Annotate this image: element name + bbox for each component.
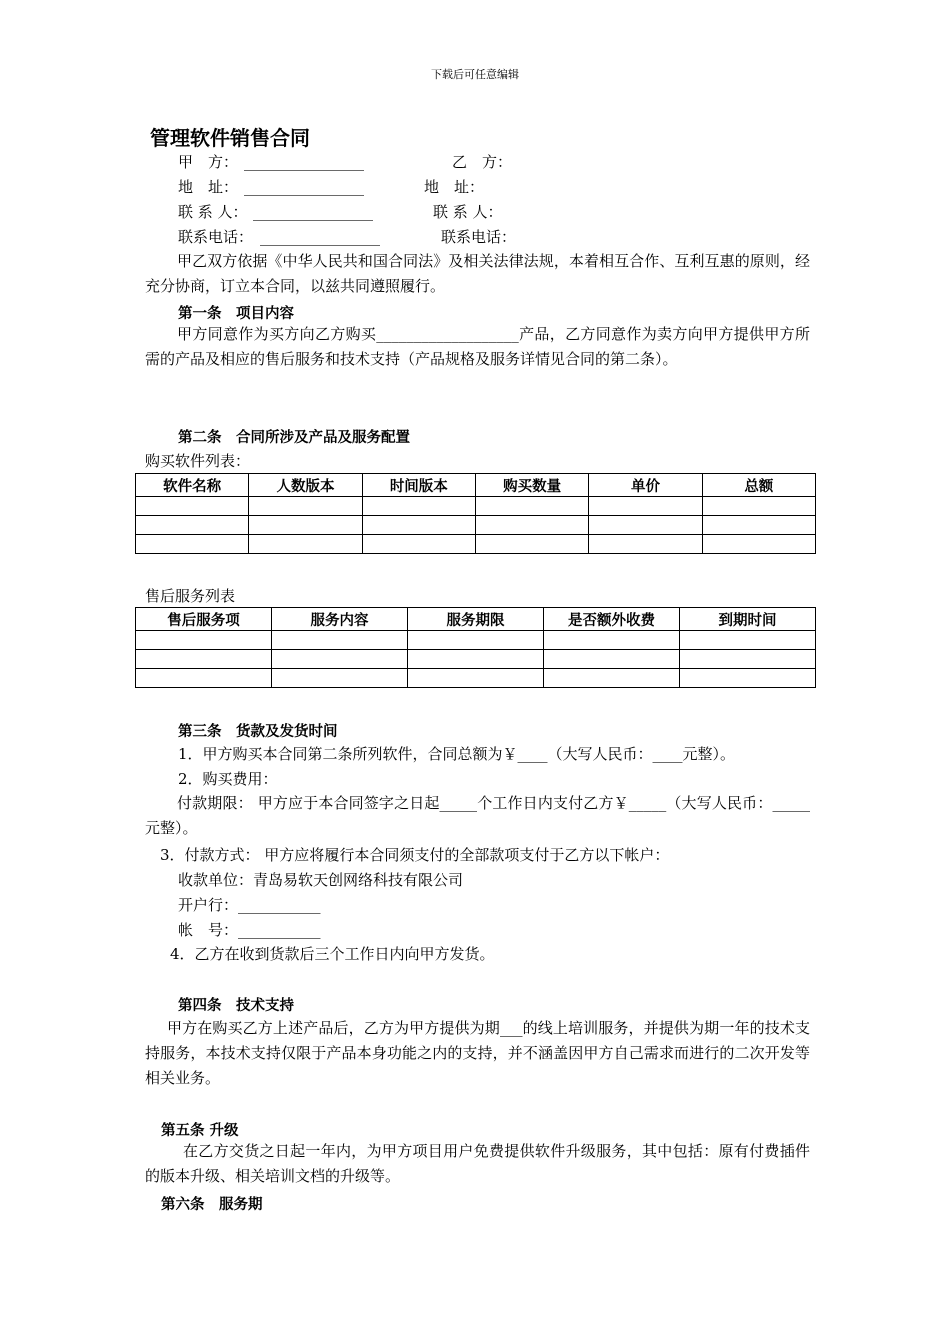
contact-a-label: 联 系 人：: [178, 203, 248, 221]
col-service-content: 服务内容: [272, 608, 408, 631]
table-row: [136, 631, 816, 650]
table-cell[interactable]: [475, 516, 588, 535]
address-a-blank[interactable]: ________________: [244, 178, 364, 196]
col-total: 总额: [702, 474, 815, 497]
table-cell[interactable]: [408, 669, 544, 688]
table-header-row: [136, 474, 816, 497]
table-cell[interactable]: [272, 631, 408, 650]
col-unit-price: 单价: [589, 474, 702, 497]
table-cell[interactable]: [702, 535, 815, 554]
phone-b-label: 联系电话：: [441, 228, 517, 246]
service-table: [135, 607, 816, 688]
address-a-label: 地 址：: [178, 178, 239, 196]
contact-b-label: 联 系 人：: [433, 203, 503, 221]
col-extra-charge: 是否额外收费: [544, 608, 680, 631]
table-cell[interactable]: [136, 669, 272, 688]
party-a-blank[interactable]: ________________: [244, 153, 364, 171]
table-cell[interactable]: [136, 497, 249, 516]
table-cell[interactable]: [362, 497, 475, 516]
address-b-label: 地 址：: [424, 178, 485, 196]
table-row: [136, 516, 816, 535]
table-row: [136, 650, 816, 669]
section-2-heading: 第二条 合同所涉及产品及服务配置: [178, 430, 410, 446]
table-cell[interactable]: [136, 516, 249, 535]
section-6-heading: 第六条 服务期: [161, 1197, 263, 1213]
table-row: [136, 497, 816, 516]
section-1-heading: 第一条 项目内容: [178, 306, 294, 322]
table-cell[interactable]: [249, 516, 362, 535]
account-line: 帐 号：___________: [178, 921, 321, 939]
payee-line: 收款单位：青岛易软天创网络科技有限公司: [178, 871, 464, 889]
phone-a-label: 联系电话：: [178, 228, 254, 246]
table-row: [136, 669, 816, 688]
table-cell[interactable]: [544, 669, 680, 688]
table-cell[interactable]: [544, 631, 680, 650]
table-row: [136, 535, 816, 554]
section-3-item-3: 3．付款方式： 甲方应将履行本合同须支付的全部款项支付于乙方以下帐户：: [160, 846, 670, 864]
table-cell[interactable]: [272, 669, 408, 688]
document-title: 管理软件销售合同: [150, 126, 310, 150]
table-cell[interactable]: [362, 535, 475, 554]
section-3-item-2: 2．购买费用：: [178, 770, 278, 788]
section-4-heading: 第四条 技术支持: [178, 998, 294, 1014]
table-cell[interactable]: [475, 535, 588, 554]
col-service-period: 服务期限: [408, 608, 544, 631]
table-cell[interactable]: [249, 497, 362, 516]
table-cell[interactable]: [589, 535, 702, 554]
section-3-item-1: 1．甲方购买本合同第二条所列软件，合同总额为￥____（大写人民币：____元整）。: [178, 745, 736, 763]
col-time-edition: 时间版本: [362, 474, 475, 497]
payment-term: 付款期限： 甲方应于本合同签字之日起_____个工作日内支付乙方￥_____（大写人民币：_____元整）。: [145, 794, 810, 837]
table-cell[interactable]: [702, 516, 815, 535]
table-header-row: [136, 608, 816, 631]
table-cell[interactable]: [589, 516, 702, 535]
software-table: [135, 473, 816, 554]
party-a-label: 甲 方：: [178, 153, 239, 171]
table-cell[interactable]: [272, 650, 408, 669]
table-cell[interactable]: [249, 535, 362, 554]
section-4-text: 甲方在购买乙方上述产品后，乙方为甲方提供为期___的线上培训服务，并提供为期一年的技术支持服务，本技术支持仅限于产品本身功能之内的支持，并不涵盖因甲方自己需求而进行的二次开发等相关业务。: [145, 1019, 810, 1087]
section-3-item-4: 4．乙方在收到货款后三个工作日内向甲方发货。: [170, 945, 495, 963]
table-cell[interactable]: [680, 650, 816, 669]
phone-a-blank[interactable]: ________________: [260, 228, 380, 246]
table-cell[interactable]: [408, 631, 544, 650]
section-1-text: 甲方同意作为买方向乙方购买___________________产品，乙方同意作为卖方向甲方提供甲方所需的产品及相应的售后服务和技术支持（产品规格及服务详情见合同的第二条）。: [145, 325, 810, 368]
contact-a-blank[interactable]: ________________: [253, 203, 373, 221]
table-cell[interactable]: [475, 497, 588, 516]
bank-line: 开户行：___________: [178, 896, 321, 914]
table-cell[interactable]: [680, 631, 816, 650]
table-cell[interactable]: [408, 650, 544, 669]
section-5-text: 在乙方交货之日起一年内，为甲方项目用户免费提供软件升级服务，其中包括：原有付费插件的版本升级、相关培训文档的升级等。: [145, 1142, 810, 1185]
table-cell[interactable]: [680, 669, 816, 688]
table-cell[interactable]: [136, 535, 249, 554]
page-header: 下载后可任意编辑: [431, 68, 519, 81]
table-cell[interactable]: [702, 497, 815, 516]
table-cell[interactable]: [136, 631, 272, 650]
table-cell[interactable]: [544, 650, 680, 669]
party-b-label: 乙 方：: [452, 153, 513, 171]
col-user-edition: 人数版本: [249, 474, 362, 497]
service-list-label: 售后服务列表: [145, 587, 236, 605]
section-5-heading: 第五条 升级: [161, 1123, 239, 1139]
table-cell[interactable]: [362, 516, 475, 535]
intro-paragraph: 甲乙双方依据《中华人民共和国合同法》及相关法律法规，本着相互合作、互利互惠的原则，经充分协商，订立本合同，以兹共同遵照履行。: [145, 252, 810, 295]
table-cell[interactable]: [589, 497, 702, 516]
table-cell[interactable]: [136, 650, 272, 669]
section-3-heading: 第三条 货款及发货时间: [178, 724, 338, 740]
col-software-name: 软件名称: [136, 474, 249, 497]
software-list-label: 购买软件列表：: [145, 452, 251, 470]
col-expiry-date: 到期时间: [680, 608, 816, 631]
col-service-item: 售后服务项: [136, 608, 272, 631]
col-quantity: 购买数量: [475, 474, 588, 497]
